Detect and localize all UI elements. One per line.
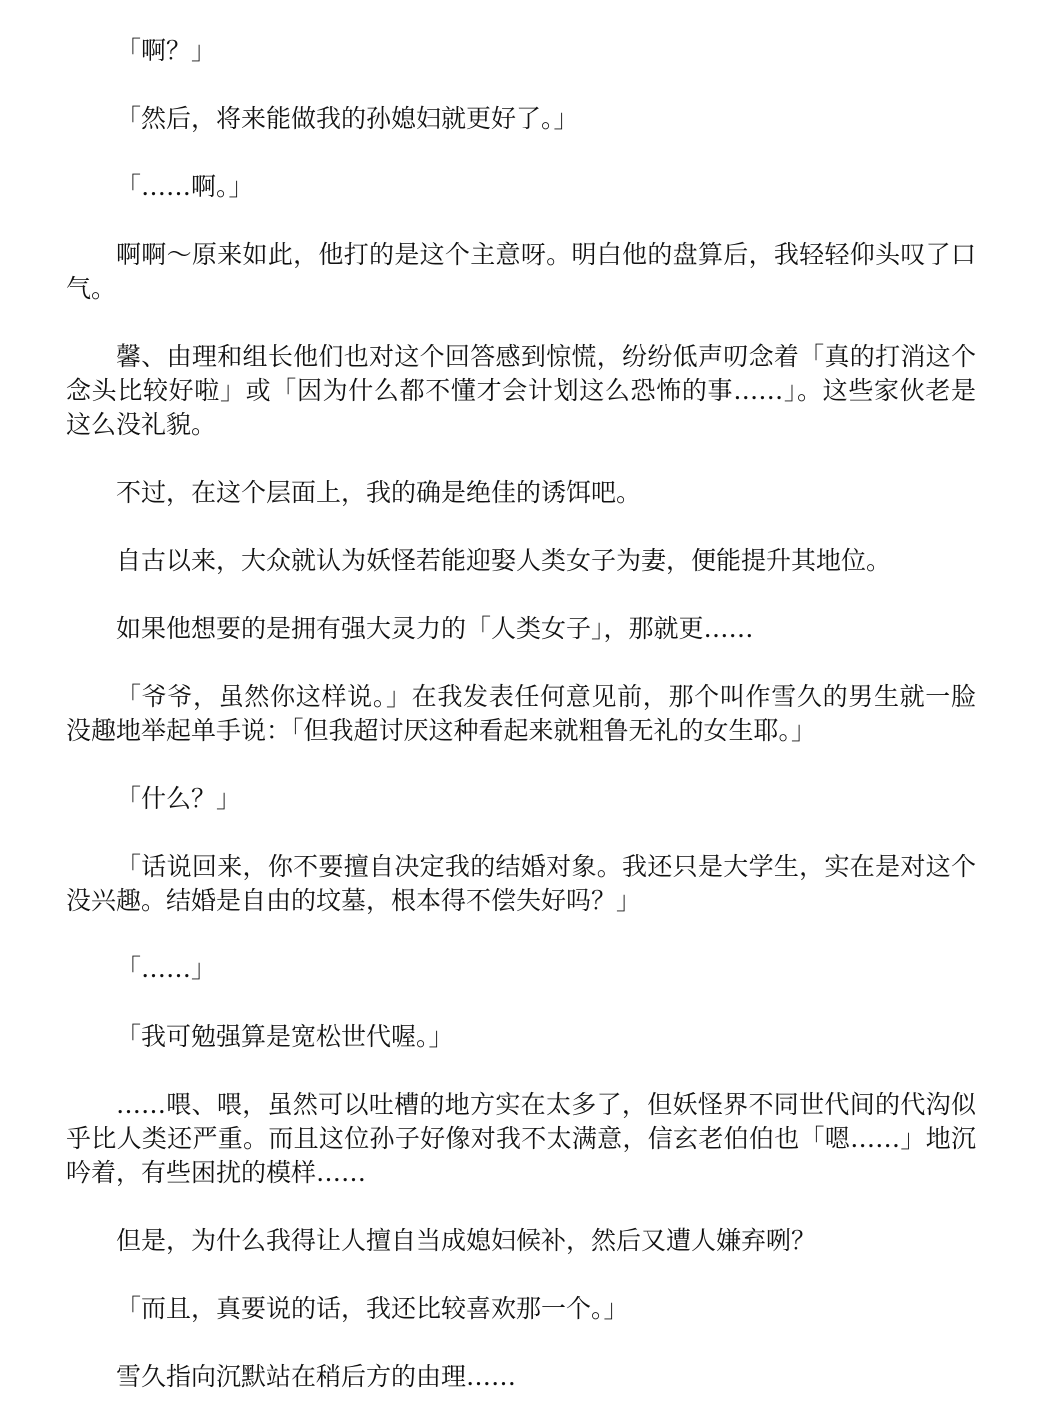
paragraph: 「……」 <box>116 954 217 983</box>
paragraph: 馨、由理和组长他们也对这个回答感到惊慌，纷纷低声叨念着「真的打消这个念头比较好啦」或「因为什么都不懂才会计划这么恐怖的事……」。这些家伙老是这么没礼貌。 <box>66 342 976 439</box>
paragraph: 「然后，将来能做我的孙媳妇就更好了。」 <box>116 104 579 133</box>
paragraph: 「话说回来，你不要擅自决定我的结婚对象。我还只是大学生，实在是对这个没兴趣。结婚是自由的坟墓，根本得不偿失好吗？」 <box>66 852 976 915</box>
paragraph: 「而且，真要说的话，我还比较喜欢那一个。」 <box>116 1294 629 1323</box>
paragraph: 但是，为什么我得让人擅自当成媳妇候补，然后又遭人嫌弃咧？ <box>116 1226 817 1255</box>
paragraph: 如果他想要的是拥有强大灵力的「人类女子」，那就更…… <box>116 614 754 643</box>
paragraph: 「爷爷，虽然你这样说。」在我发表任何意见前，那个叫作雪久的男生就一脸没趣地举起单手说：「但我超讨厌这种看起来就粗鲁无礼的女生耶。」 <box>66 682 976 745</box>
document-page <box>66 34 976 1428</box>
paragraph: 「什么？」 <box>116 784 242 813</box>
paragraph: 「啊？」 <box>116 36 217 65</box>
paragraph: ……喂、喂，虽然可以吐槽的地方实在太多了，但妖怪界不同世代间的代沟似乎比人类还严重。而且这位孙子好像对我不太满意，信玄老伯伯也「嗯……」地沉吟着，有些困扰的模样…… <box>66 1090 976 1187</box>
paragraph: 雪久指向沉默站在稍后方的由理…… <box>116 1362 517 1391</box>
paragraph: 「我可勉强算是宽松世代喔。」 <box>116 1022 454 1051</box>
paragraph: 不过，在这个层面上，我的确是绝佳的诱饵吧。 <box>116 478 642 507</box>
paragraph: 自古以来，大众就认为妖怪若能迎娶人类女子为妻，便能提升其地位。 <box>116 546 892 575</box>
paragraph: 啊啊～原来如此，他打的是这个主意呀。明白他的盘算后，我轻轻仰头叹了口气。 <box>66 240 976 303</box>
paragraph: 「……啊。」 <box>116 172 254 201</box>
